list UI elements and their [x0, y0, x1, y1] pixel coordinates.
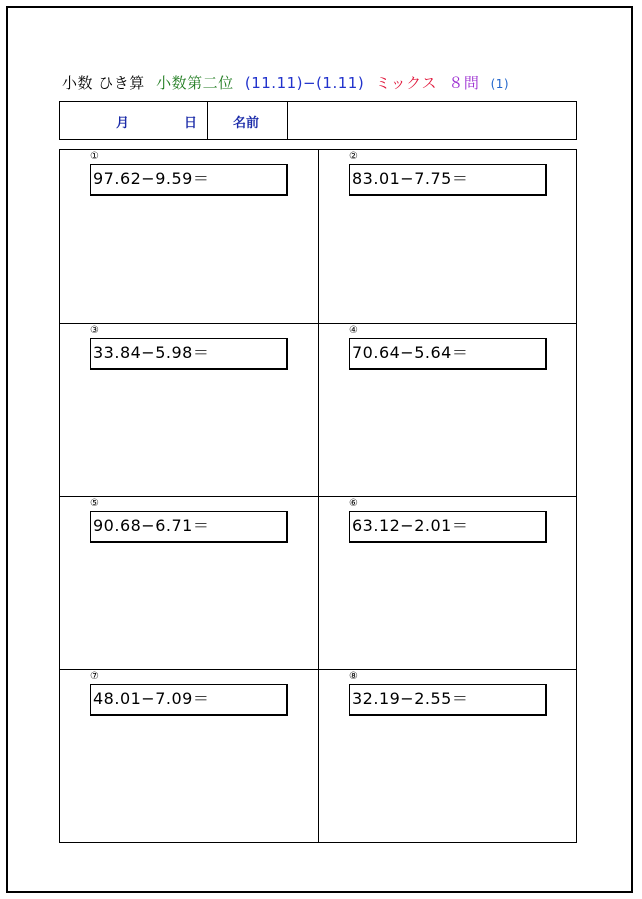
problem-cell[interactable] — [319, 497, 577, 670]
name-date-box — [59, 101, 577, 140]
title-count: ８問 — [448, 74, 480, 92]
problem-cell[interactable] — [60, 670, 318, 843]
problem-cell[interactable] — [319, 324, 577, 497]
problem-cell[interactable] — [319, 670, 577, 843]
problem-expression: 90.68−6.71＝ — [90, 511, 288, 543]
problem-number: ③ — [90, 325, 99, 336]
name-label: 名前 — [233, 116, 260, 131]
problem-expression: 83.01−7.75＝ — [349, 164, 547, 196]
header-divider — [207, 102, 208, 139]
name-field[interactable] — [288, 102, 576, 139]
title-mix: ミックス — [375, 74, 438, 92]
problem-number: ⑦ — [90, 671, 99, 682]
problem-expression: 70.64−5.64＝ — [349, 338, 547, 370]
title-sheet-number: (1) — [490, 77, 510, 91]
problem-expression: 63.12−2.01＝ — [349, 511, 547, 543]
problem-cell[interactable] — [319, 150, 577, 323]
problem-expression: 33.84−5.98＝ — [90, 338, 288, 370]
month-label: 月 — [116, 116, 130, 131]
problem-number: ⑤ — [90, 498, 99, 509]
worksheet-title — [62, 72, 515, 93]
title-format: (11.11)−(1.11) — [244, 74, 365, 92]
title-subject: 小数 ひき算 — [62, 74, 145, 92]
problem-expression: 97.62−9.59＝ — [90, 164, 288, 196]
problem-number: ④ — [349, 325, 358, 336]
problem-cell[interactable] — [60, 324, 318, 497]
problem-cell[interactable] — [60, 150, 318, 323]
day-label: 日 — [184, 116, 198, 131]
problem-number: ⑧ — [349, 671, 358, 682]
problem-number: ① — [90, 151, 99, 162]
problem-expression: 48.01−7.09＝ — [90, 684, 288, 716]
problem-number: ② — [349, 151, 358, 162]
problem-cell[interactable] — [60, 497, 318, 670]
title-level: 小数第二位 — [156, 74, 234, 92]
problem-number: ⑥ — [349, 498, 358, 509]
problem-expression: 32.19−2.55＝ — [349, 684, 547, 716]
problem-grid — [59, 149, 577, 843]
